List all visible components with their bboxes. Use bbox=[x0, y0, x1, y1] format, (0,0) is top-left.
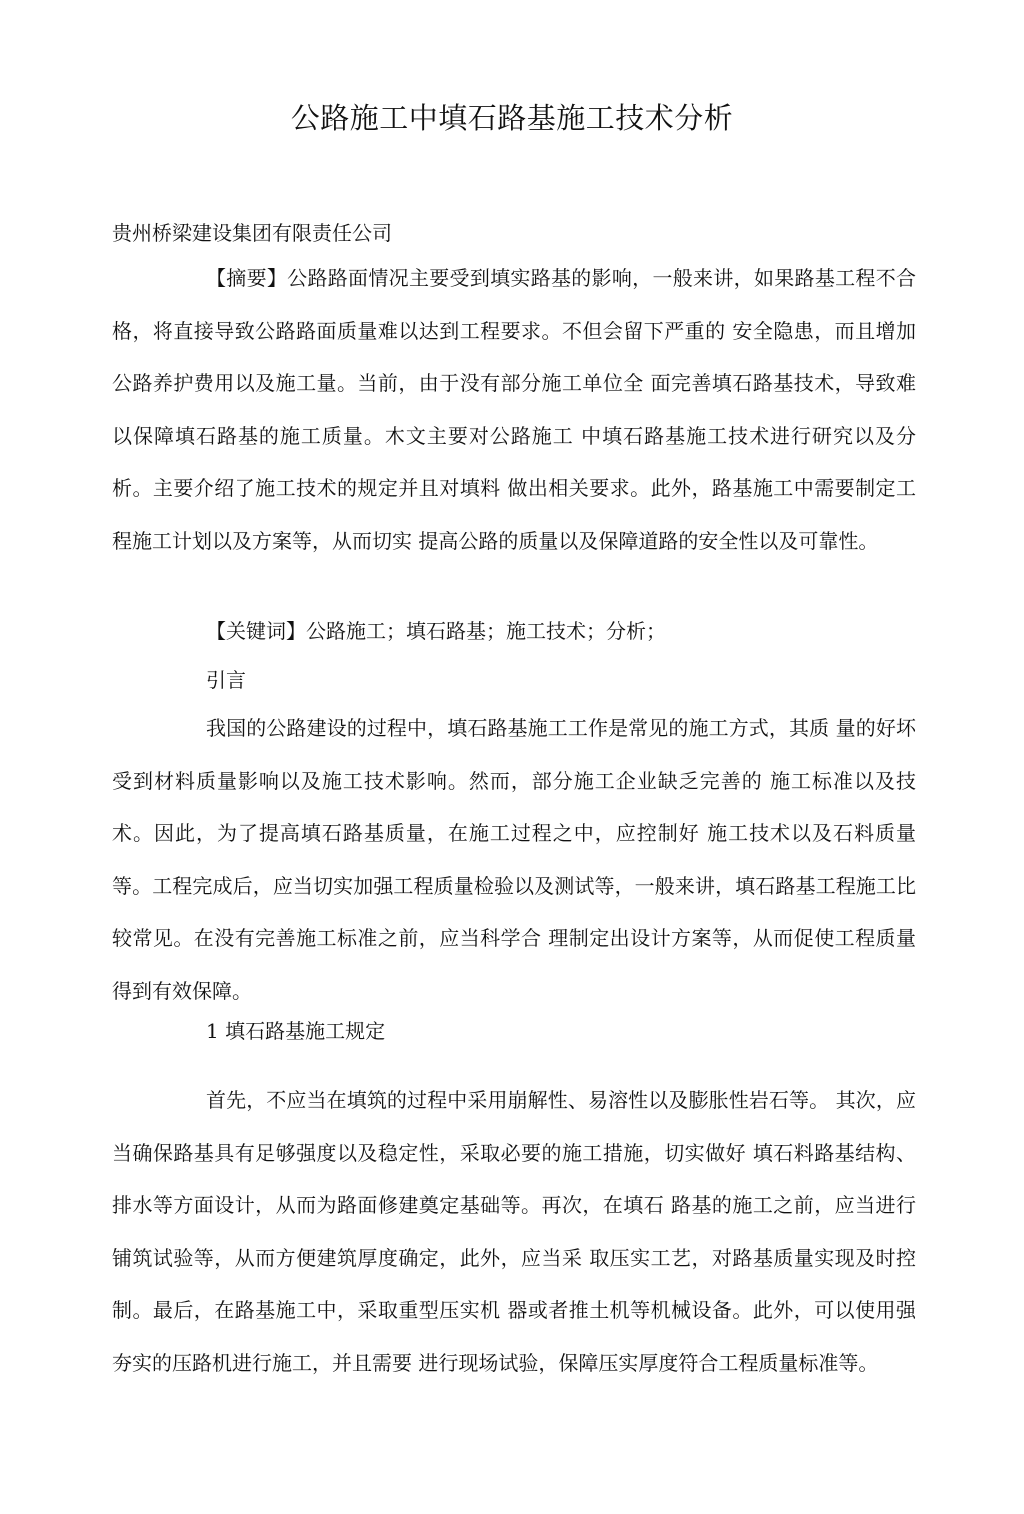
organization-name: 贵州桥梁建设集团有限责任公司 bbox=[112, 221, 392, 245]
keywords-line: 【关键词】公路施工；填石路基；施工技术；分析； bbox=[206, 619, 666, 643]
document-title: 公路施工中填石路基施工技术分析 bbox=[290, 101, 734, 135]
abstract-paragraph: 【摘要】公路路面情况主要受到填实路基的影响，一般来讲，如果路基工程不合格，将直接导致公路路面质量难以达到工程要求。不但会留下严重的 安全隐患，而且增加公路养护费用以及施工量。当前，由于没有部分施工单位全 面完善填石路基技术，导致难以保障填石路基的施工质量。木文主要对公路施工 中填石路基施工技术进行研究以及分析。主要介绍了施工技术的规定并且对填料 做出相关要求。此外，路基施工中需要制定工程施工计划以及方案等，从而切实 提高公路的质量以及保障道路的安全性以及可靠性。 bbox=[112, 266, 916, 553]
section-1-heading: 1 填石路基施工规定 bbox=[206, 1019, 386, 1043]
section-1-paragraph: 首先，不应当在填筑的过程中采用崩解性、易溶性以及膨胀性岩石等。 其次，应当确保路基具有足够强度以及稳定性，采取必要的施工措施，切实做好 填石料路基结构、排水等方面设计，从而为路面修建奠定基础等。再次，在填石 路基的施工之前，应当进行铺筑试验等，从而方便建筑厚度确定，此外，应当采 取压实工艺，对路基质量实现及时控制。最后，在路基施工中，采取重型压实机 器或者推土机等机械设备。此外，可以使用强夯实的压路机进行施工，并且需要 进行现场试验，保障压实厚度符合工程质量标准等。 bbox=[112, 1088, 916, 1375]
intro-paragraph: 我国的公路建设的过程中，填石路基施工工作是常见的施工方式，其质 量的好坏受到材料质量影响以及施工技术影响。然而，部分施工企业缺乏完善的 施工标准以及技术。因此，为了提高填石路基质量，在施工过程之中，应控制好 施工技术以及石料质量等。工程完成后，应当切实加强工程质量检验以及测试等，一般来讲，填石路基工程施工比较常见。在没有完善施工标准之前，应当科学合 理制定出设计方案等，从而促使工程质量得到有效保障。 bbox=[112, 716, 916, 1003]
intro-heading: 引言 bbox=[206, 668, 246, 692]
